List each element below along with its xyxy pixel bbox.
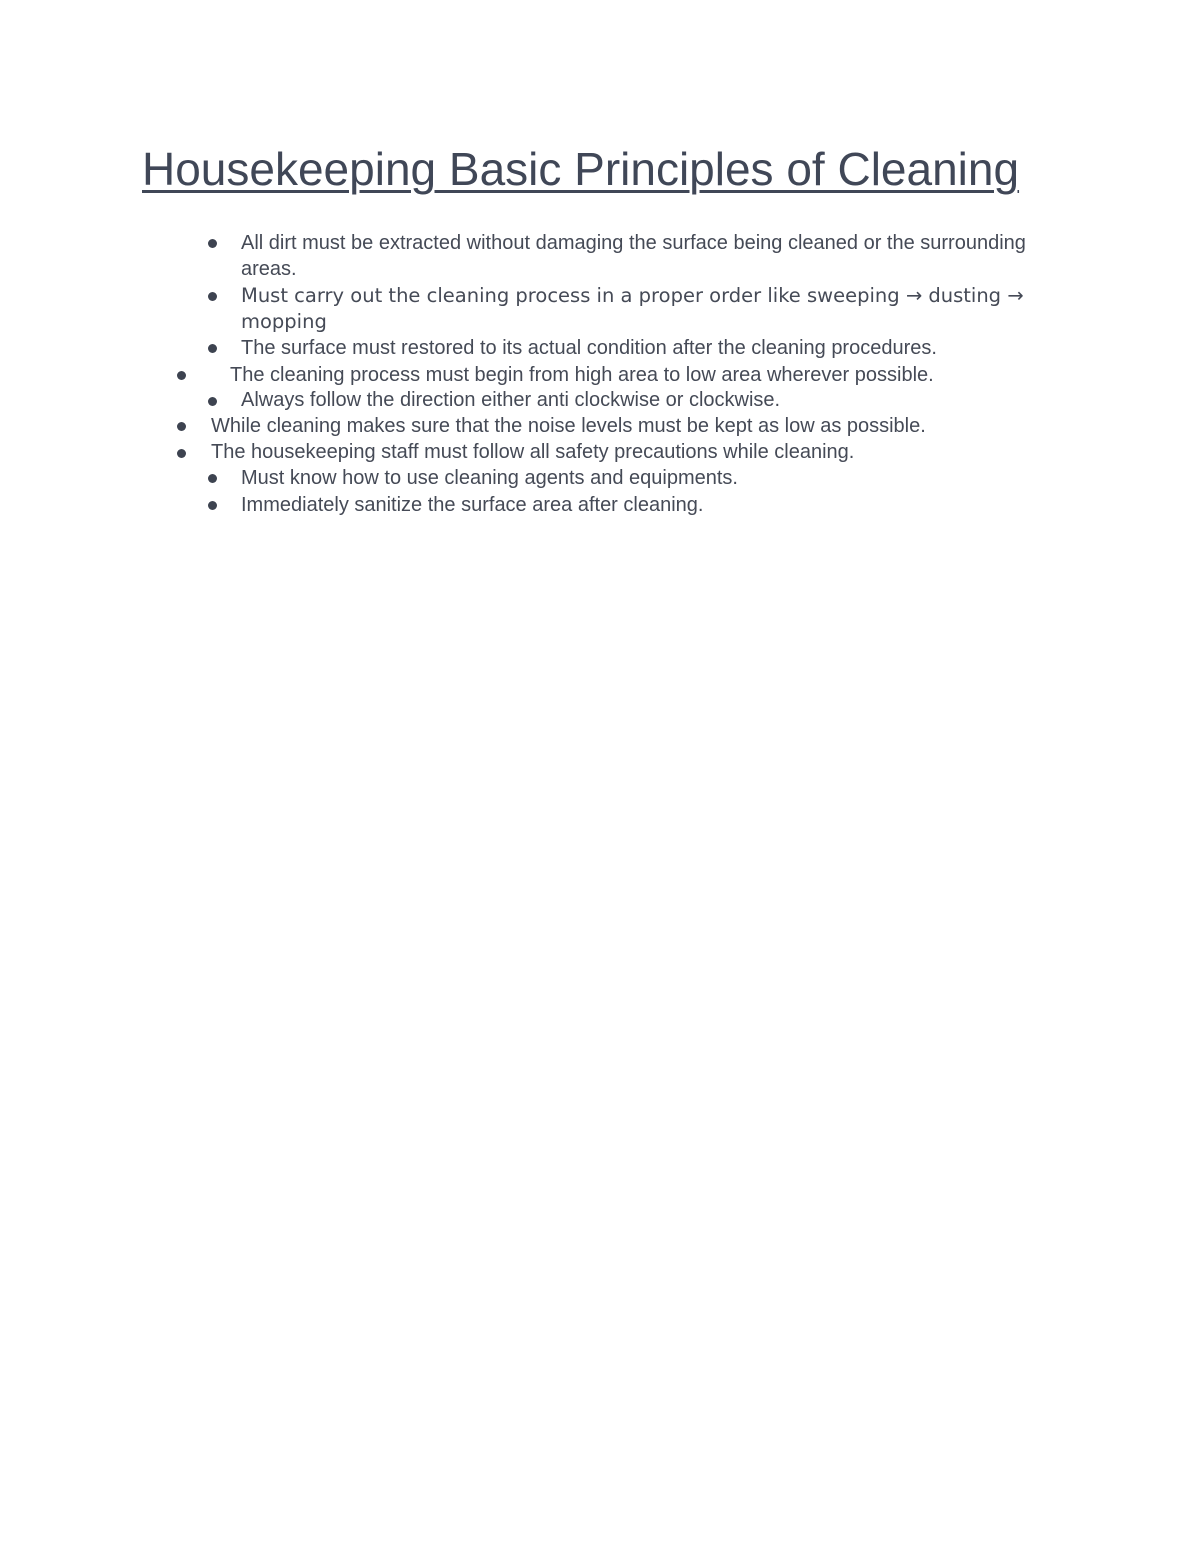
list-item: Must carry out the cleaning process in a proper order like sweeping → dusting → mopping: [241, 284, 1024, 333]
bullet-icon: [208, 474, 217, 483]
bullet-icon: [208, 239, 217, 248]
list-item: Must know how to use cleaning agents and equipments.: [241, 467, 738, 489]
bullet-icon: [177, 422, 186, 431]
bullet-icon: [177, 371, 186, 380]
bullet-icon: [208, 344, 217, 353]
list-item: Immediately sanitize the surface area after cleaning.: [241, 494, 704, 516]
bullet-icon: [208, 501, 217, 510]
list-item: While cleaning makes sure that the noise levels must be kept as low as possible.: [211, 415, 926, 437]
list-item: The housekeeping staff must follow all safety precautions while cleaning.: [211, 441, 855, 463]
list-item: The cleaning process must begin from high area to low area wherever possible.: [230, 364, 934, 386]
list-item: The surface must restored to its actual condition after the cleaning procedures.: [241, 337, 937, 359]
list-item: Always follow the direction either anti clockwise or clockwise.: [241, 389, 781, 411]
bullet-icon: [208, 292, 217, 301]
document-title: Housekeeping Basic Principles of Cleaning: [142, 143, 1020, 195]
bullet-icon: [208, 397, 217, 406]
bullet-icon: [177, 449, 186, 458]
list-item: All dirt must be extracted without damaging the surface being cleaned or the surrounding areas.: [241, 232, 1026, 280]
